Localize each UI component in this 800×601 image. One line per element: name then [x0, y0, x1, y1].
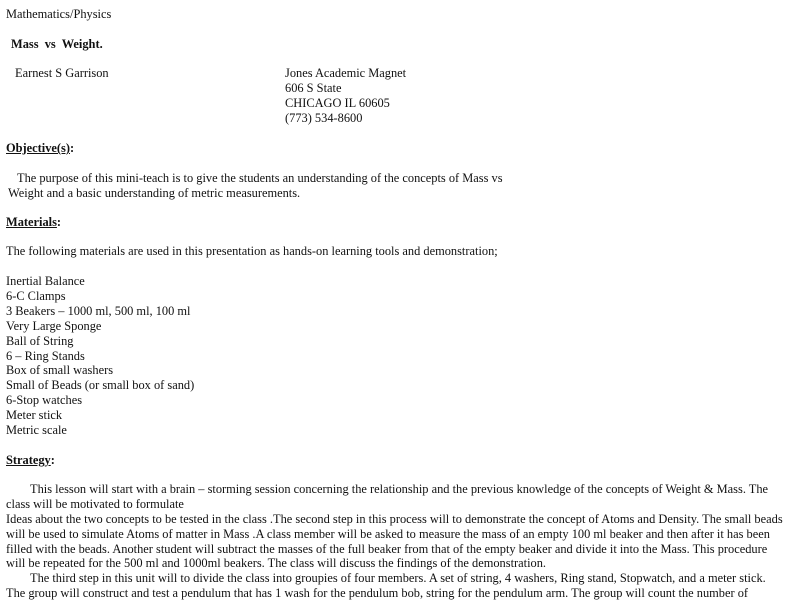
objective-line-2: Weight and a basic understanding of metric measurements.: [8, 186, 301, 200]
school-street: 606 S State: [285, 81, 342, 95]
list-item: 6 – Ring Stands: [6, 349, 85, 363]
list-item: Ball of String: [6, 334, 74, 348]
author-name: Earnest S Garrison: [15, 66, 109, 80]
strategy-heading: Strategy:: [6, 453, 55, 467]
strategy-line: The third step in this unit will to divide the class into groupies of four members. A set of string, 4 washers, Ring stand, Stopwatch, and a meter stick.: [30, 571, 766, 585]
list-item: 3 Beakers – 1000 ml, 500 ml, 100 ml: [6, 304, 191, 318]
strategy-line: This lesson will start with a brain – storming session concerning the relationship and the previous knowledge of the concepts of Weight & Mass. The: [30, 482, 769, 496]
list-item: 6-Stop watches: [6, 393, 83, 407]
list-item: Metric scale: [6, 423, 67, 437]
list-item: Small of Beads (or small box of sand): [6, 378, 195, 392]
strategy-line: will be used to simulate Atoms of matter in Mass .A class member will be asked to measure the mass of an empty 100 ml beaker and then after it has been: [6, 527, 770, 541]
list-item: Box of small washers: [6, 363, 114, 377]
list-item: 6-C Clamps: [6, 289, 66, 303]
page-title: Mass vs Weight.: [11, 37, 103, 51]
objective-line-1: The purpose of this mini-teach is to give the students an understanding of the concepts of Mass vs: [17, 171, 503, 185]
strategy-line: class will be motivated to formulate: [6, 497, 184, 511]
strategy-line: The group will construct and test a pendulum that has 1 wash for the pendulum bob, string for the pendulum arm. The group will count the number of: [6, 586, 749, 600]
school-city: CHICAGO IL 60605: [285, 96, 390, 110]
list-item: Meter stick: [6, 408, 63, 422]
objective-heading: Objective(s):: [6, 141, 75, 155]
list-item: Inertial Balance: [6, 274, 85, 288]
strategy-line: Ideas about the two concepts to be tested in the class .The second step in this process will to demonstrate the concept of Atoms and Density. The small beads: [6, 512, 783, 526]
school-phone: (773) 534-8600: [285, 111, 363, 125]
school-name: Jones Academic Magnet: [285, 66, 407, 80]
strategy-line: will be repeated for the 500 ml and 1000ml beakers. The class will discuss the findings of the demonstration.: [6, 556, 547, 570]
list-item: Very Large Sponge: [6, 319, 102, 333]
materials-heading: Materials:: [6, 215, 62, 229]
strategy-line: filled with the beads. Another student will subtract the masses of the full beaker from that of the empty beaker and divide it into the Mass. This procedure: [6, 542, 768, 556]
materials-intro: The following materials are used in this presentation as hands-on learning tools and demonstration;: [6, 244, 498, 258]
subject-header: Mathematics/Physics: [6, 7, 112, 21]
